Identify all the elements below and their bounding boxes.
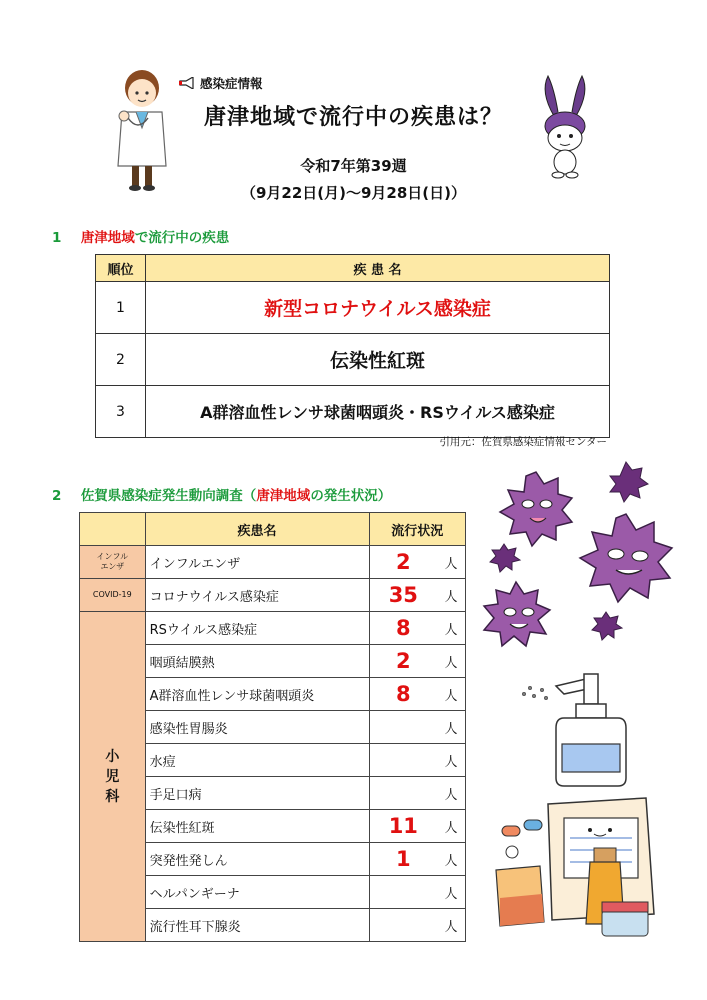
table-row [96, 334, 610, 386]
unit-cell: 人 [437, 612, 465, 645]
count-cell: 11 [369, 810, 437, 843]
table-row [96, 386, 610, 438]
disease-header: 疾 患 名 [146, 255, 610, 282]
unit-cell: 人 [437, 546, 465, 579]
disease-cell: 突発性発しん [145, 843, 369, 876]
unit-cell: 人 [437, 678, 465, 711]
disease-cell: A群溶血性レンサ球菌咽頭炎・RSウイルス感染症 [146, 386, 610, 438]
date-range: （9月22日(月)～9月28日(日)） [240, 184, 467, 202]
disease-name-header: 疾患名 [145, 513, 369, 546]
disease-cell: 新型コロナウイルス感染症 [146, 282, 610, 334]
blank-header [80, 513, 146, 546]
week-label: 令和7年第39週 [300, 157, 407, 175]
disease-cell: ヘルパンギーナ [145, 876, 369, 909]
virus-illustration [476, 452, 696, 667]
rank-cell: 3 [96, 386, 146, 438]
unit-cell: 人 [437, 843, 465, 876]
disease-cell: 伝染性紅斑 [145, 810, 369, 843]
sanitizer-bottle-illustration [520, 664, 636, 788]
unit-cell: 人 [437, 711, 465, 744]
status-header: 流行状況 [369, 513, 466, 546]
megaphone-icon [178, 77, 196, 89]
section1-heading-text: で流行中の疾患 [134, 230, 230, 246]
disease-cell: インフルエンザ [145, 546, 369, 579]
count-cell [369, 876, 437, 909]
info-tag [178, 74, 263, 92]
table-row [80, 546, 466, 579]
section1-number: 1 [52, 230, 62, 246]
table-row [80, 612, 466, 645]
section2-region: 唐津地域 [256, 488, 311, 504]
surveillance-table [79, 512, 466, 942]
disease-cell: A群溶血性レンサ球菌咽頭炎 [145, 678, 369, 711]
unit-cell: 人 [437, 810, 465, 843]
section2-heading-tail: の発生状況） [310, 488, 392, 504]
section1-heading [52, 226, 229, 246]
source-citation: 引用元：佐賀県感染症情報センター [439, 436, 607, 448]
count-cell: 2 [369, 645, 437, 678]
rank-header: 順位 [96, 255, 146, 282]
disease-cell: RSウイルス感染症 [145, 612, 369, 645]
count-cell: 2 [369, 546, 437, 579]
disease-cell: 感染性胃腸炎 [145, 711, 369, 744]
table-row [80, 579, 466, 612]
info-tag-label: 感染症情報 [200, 76, 263, 91]
rank-cell: 2 [96, 334, 146, 386]
unit-cell: 人 [437, 579, 465, 612]
count-cell [369, 711, 437, 744]
medicine-illustration [490, 790, 670, 950]
category-pediatric: 小 児 科 [80, 612, 146, 942]
unit-cell: 人 [437, 876, 465, 909]
rank-cell: 1 [96, 282, 146, 334]
disease-cell: コロナウイルス感染症 [145, 579, 369, 612]
disease-cell: 流行性耳下腺炎 [145, 909, 369, 942]
unit-cell: 人 [437, 909, 465, 942]
section1-region: 唐津地域 [80, 230, 135, 246]
disease-cell: 伝染性紅斑 [146, 334, 610, 386]
section2-number: 2 [52, 488, 62, 504]
category-covid: COVID-19 [80, 579, 146, 612]
count-cell [369, 777, 437, 810]
unit-cell: 人 [437, 777, 465, 810]
ranking-table [95, 254, 610, 438]
section2-heading-text: 佐賀県感染症発生動向調査（ [80, 488, 257, 504]
section2-heading [52, 484, 391, 504]
page-title: 唐津地域で流行中の疾患は？ [203, 105, 503, 130]
table-row [96, 282, 610, 334]
count-cell: 35 [369, 579, 437, 612]
category-influenza: インフル エンザ [80, 546, 146, 579]
unit-cell: 人 [437, 744, 465, 777]
count-cell [369, 909, 437, 942]
count-cell [369, 744, 437, 777]
disease-cell: 咽頭結膜熱 [145, 645, 369, 678]
count-cell: 8 [369, 678, 437, 711]
disease-cell: 水痘 [145, 744, 369, 777]
disease-cell: 手足口病 [145, 777, 369, 810]
count-cell: 1 [369, 843, 437, 876]
count-cell: 8 [369, 612, 437, 645]
unit-cell: 人 [437, 645, 465, 678]
